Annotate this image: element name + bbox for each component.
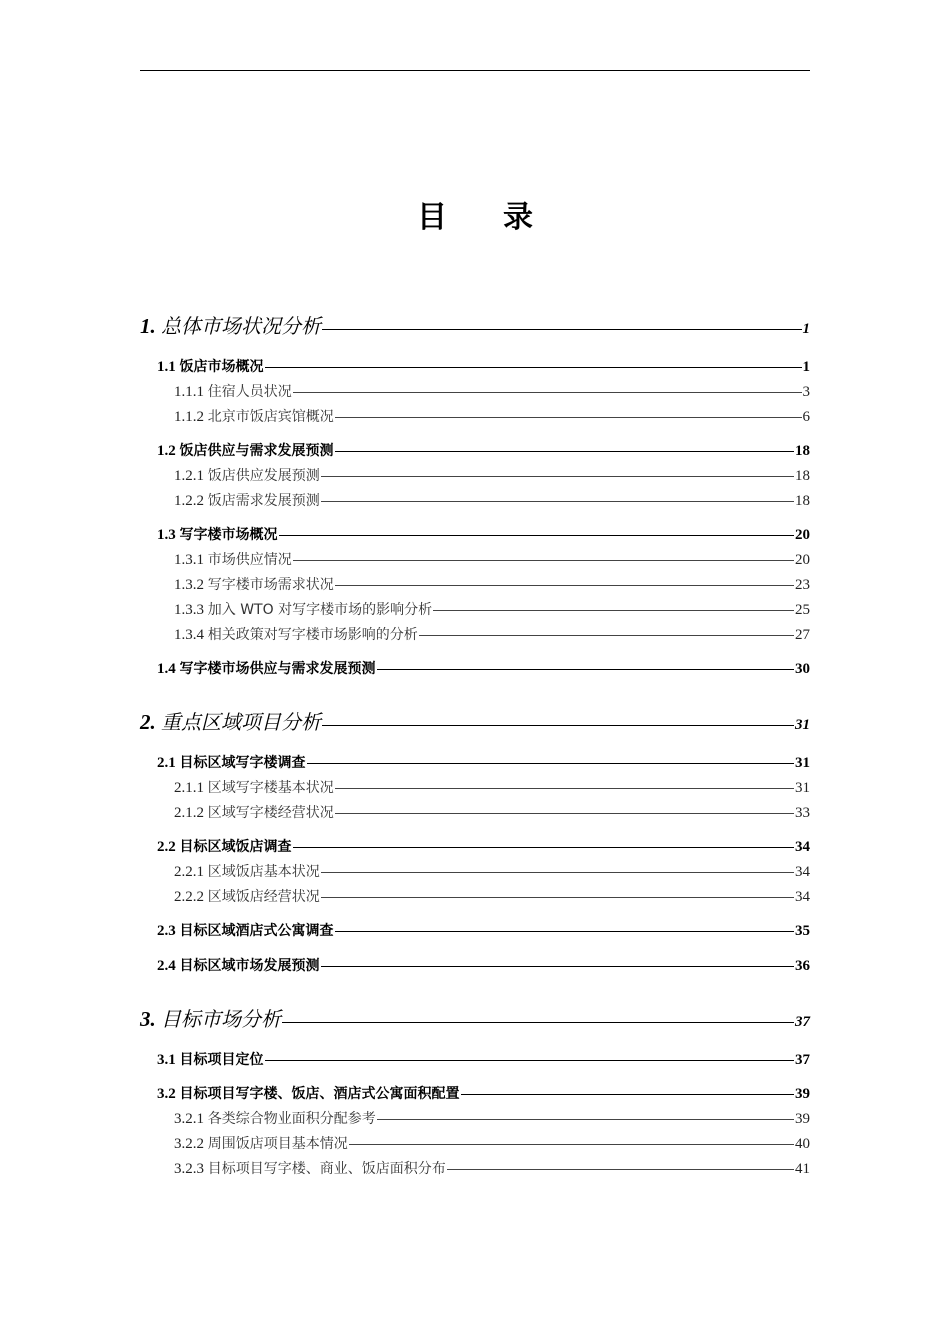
toc-page-number: 31 xyxy=(795,717,810,733)
toc-page-number: 20 xyxy=(795,527,810,543)
toc-entry-number: 1.4 xyxy=(157,661,176,677)
toc-entry-label xyxy=(174,490,320,510)
toc-entry-level3[interactable] xyxy=(174,574,810,596)
toc-entry-text: 区域写字楼基本状况 xyxy=(207,780,334,796)
toc-entry-number: 2.3 xyxy=(157,923,176,939)
toc-leader-line xyxy=(335,585,794,586)
toc-entry-number: 2.2.1 xyxy=(174,864,204,880)
toc-page-number: 31 xyxy=(795,755,810,771)
toc-leader-line xyxy=(265,1060,795,1061)
toc-entry-text: 重点区域项目分析 xyxy=(161,710,321,734)
toc-entry-label xyxy=(174,599,432,619)
toc-entry-label xyxy=(157,658,376,678)
toc-entry-label xyxy=(140,706,321,735)
toc-entry-level2[interactable] xyxy=(157,752,810,774)
toc-entry-label xyxy=(174,549,292,569)
toc-leader-line xyxy=(279,535,795,536)
toc-title-char-1: 目 xyxy=(417,200,447,235)
toc-entry-text: 目标区域饭店调查 xyxy=(179,839,292,855)
toc-entry-label xyxy=(157,1049,264,1069)
toc-entry-text: 住宿人员状况 xyxy=(207,384,292,400)
toc-entry-number: 2.1.2 xyxy=(174,805,204,821)
toc-entry-level3[interactable] xyxy=(174,1108,810,1130)
toc-entry-text: 写字楼市场需求状况 xyxy=(207,577,334,593)
toc-entry-text: 目标项目定位 xyxy=(179,1052,264,1068)
toc-entry-level2[interactable] xyxy=(157,440,810,462)
toc-leader-line xyxy=(265,367,802,368)
toc-page-number: 1 xyxy=(802,359,810,375)
toc-entry-level3[interactable] xyxy=(174,886,810,908)
toc-entry-number: 2.4 xyxy=(157,958,176,974)
toc-entry-level3[interactable] xyxy=(174,549,810,571)
toc-entry-text: 市场供应情况 xyxy=(207,552,292,568)
toc-entry-level2[interactable] xyxy=(157,356,810,378)
toc-entry-text: 总体市场状况分析 xyxy=(161,314,321,338)
toc-entry-number: 1.2.2 xyxy=(174,493,204,509)
toc-entry-label xyxy=(174,624,418,644)
toc-entry-number: 3.2.1 xyxy=(174,1111,204,1127)
toc-page-number: 41 xyxy=(795,1161,810,1177)
toc-leader-line xyxy=(349,1144,794,1145)
toc-page-number: 30 xyxy=(795,661,810,677)
toc-leader-line xyxy=(321,476,794,477)
toc-page-number: 1 xyxy=(802,321,810,337)
toc-entry-level3[interactable] xyxy=(174,861,810,883)
toc-leader-line xyxy=(321,966,795,967)
toc-entry-level2[interactable] xyxy=(157,836,810,858)
toc-entry-text: 写字楼市场概况 xyxy=(179,527,278,543)
toc-entry-label xyxy=(157,524,278,544)
toc-entry-label xyxy=(174,381,292,401)
toc-entry-text: 写字楼市场供应与需求发展预测 xyxy=(179,661,376,677)
toc-entry-label xyxy=(174,406,334,426)
toc-entry-text: 加入 WTO 对写字楼市场的影响分析 xyxy=(207,602,433,618)
toc-entry-number: 3.2.2 xyxy=(174,1136,204,1152)
toc-entry-level3[interactable] xyxy=(174,381,810,403)
toc-leader-line xyxy=(447,1169,794,1170)
toc-entry-text: 饭店供应发展预测 xyxy=(207,468,320,484)
toc-leader-line xyxy=(322,725,794,726)
toc-entry-label xyxy=(157,752,306,772)
header-rule xyxy=(140,70,810,71)
toc-entry-text: 相关政策对写字楼市场影响的分析 xyxy=(207,627,418,643)
toc-entry-number: 1.2.1 xyxy=(174,468,204,484)
toc-entry-level3[interactable] xyxy=(174,406,810,428)
toc-entry-label xyxy=(157,920,334,940)
toc-entry-label xyxy=(157,836,292,856)
toc-entry-label xyxy=(174,886,320,906)
toc-entry-level3[interactable] xyxy=(174,1158,810,1180)
toc-entry-number: 1.3.2 xyxy=(174,577,204,593)
toc-entry-text: 周围饭店项目基本情况 xyxy=(207,1136,348,1152)
toc-entry-label xyxy=(174,777,334,797)
toc-entry-level3[interactable] xyxy=(174,802,810,824)
toc-entry-level2[interactable] xyxy=(157,955,810,977)
toc-page-number: 40 xyxy=(795,1136,810,1152)
toc-page-number: 18 xyxy=(795,493,810,509)
toc-entry-number: 3.2 xyxy=(157,1086,176,1102)
toc-page-number: 3 xyxy=(802,384,810,400)
toc-entry-number: 2.1.1 xyxy=(174,780,204,796)
toc-entry-level3[interactable] xyxy=(174,1133,810,1155)
toc-leader-line xyxy=(335,451,795,452)
toc-entry-level3[interactable] xyxy=(174,599,810,621)
toc-entry-label xyxy=(140,310,321,339)
toc-entry-text: 目标市场分析 xyxy=(161,1007,281,1031)
toc-entry-number: 1.2 xyxy=(157,443,176,459)
toc-entry-text: 目标区域市场发展预测 xyxy=(179,958,320,974)
toc-entry-text: 饭店需求发展预测 xyxy=(207,493,320,509)
toc-page-number: 34 xyxy=(795,864,810,880)
toc-page-number: 33 xyxy=(795,805,810,821)
toc-page-number: 37 xyxy=(795,1014,810,1030)
toc-page-number: 35 xyxy=(795,923,810,939)
toc-entry-text: 目标项目写字楼、商业、饭店面积分布 xyxy=(207,1161,446,1177)
toc-entry-level3[interactable] xyxy=(174,490,810,512)
toc-page-number: 27 xyxy=(795,627,810,643)
toc-leader-line xyxy=(307,763,795,764)
toc-leader-line xyxy=(335,931,795,932)
toc-page-number: 34 xyxy=(795,889,810,905)
toc-entry-number: 1.1.2 xyxy=(174,409,204,425)
toc-entry-label xyxy=(174,1133,348,1153)
toc-page-number: 31 xyxy=(795,780,810,796)
toc-entry-text: 饭店供应与需求发展预测 xyxy=(179,443,334,459)
toc-entry-number: 1.3 xyxy=(157,527,176,543)
toc-title xyxy=(0,192,950,236)
toc-entry-label xyxy=(140,1003,281,1032)
toc-entry-number: 3.1 xyxy=(157,1052,176,1068)
toc-page-number: 36 xyxy=(795,958,810,974)
toc-entry-number: 1.3.4 xyxy=(174,627,204,643)
toc-entry-label xyxy=(157,440,334,460)
toc-entry-level1[interactable] xyxy=(140,310,810,338)
toc-title-char-2: 录 xyxy=(503,200,533,235)
toc-leader-line xyxy=(433,610,794,611)
toc-entry-label xyxy=(157,1083,460,1103)
toc-page-number: 18 xyxy=(795,443,810,459)
toc-page-number: 25 xyxy=(795,602,810,618)
toc-leader-line xyxy=(321,872,794,873)
toc-page-number: 18 xyxy=(795,468,810,484)
toc-entry-level2[interactable] xyxy=(157,1083,810,1105)
toc-entry-number: 1.1 xyxy=(157,359,176,375)
toc-entry-label xyxy=(174,802,334,822)
toc-page-number: 20 xyxy=(795,552,810,568)
toc-leader-line xyxy=(293,392,802,393)
toc-entry-level2[interactable] xyxy=(157,658,810,680)
toc-entry-level3[interactable] xyxy=(174,777,810,799)
toc-entry-level3[interactable] xyxy=(174,624,810,646)
toc-entry-number: 1.3.1 xyxy=(174,552,204,568)
toc-leader-line xyxy=(321,501,794,502)
toc-entry-level1[interactable] xyxy=(140,1003,810,1031)
toc-entry-number: 3.2.3 xyxy=(174,1161,204,1177)
toc-entry-text: 目标区域写字楼调查 xyxy=(179,755,306,771)
toc-leader-line xyxy=(293,560,794,561)
toc-leader-line xyxy=(419,635,794,636)
toc-entry-number: 2.2 xyxy=(157,839,176,855)
toc-entry-text: 区域饭店基本状况 xyxy=(207,864,320,880)
toc-entry-label xyxy=(174,861,320,881)
toc-page-number: 37 xyxy=(795,1052,810,1068)
toc-entry-text: 饭店市场概况 xyxy=(179,359,264,375)
toc-entry-text: 目标项目写字楼、饭店、酒店式公寓面积配置 xyxy=(179,1086,460,1102)
toc-leader-line xyxy=(335,813,794,814)
toc-page-number: 6 xyxy=(802,409,810,425)
toc-entry-label xyxy=(157,955,320,975)
toc-entry-text: 区域写字楼经营状况 xyxy=(207,805,334,821)
toc-leader-line xyxy=(322,329,802,330)
toc-entry-level2[interactable] xyxy=(157,920,810,942)
toc-entry-text: 北京市饭店宾馆概况 xyxy=(207,409,334,425)
toc-entry-text: 各类综合物业面积分配参考 xyxy=(207,1111,376,1127)
toc-leader-line xyxy=(377,1119,794,1120)
toc-leader-line xyxy=(377,669,795,670)
toc-leader-line xyxy=(335,788,794,789)
toc-entry-level1[interactable] xyxy=(140,706,810,734)
toc-entry-number: 2.1 xyxy=(157,755,176,771)
toc-page-number: 39 xyxy=(795,1111,810,1127)
toc-entry-level2[interactable] xyxy=(157,524,810,546)
toc-entry-number: 2.2.2 xyxy=(174,889,204,905)
toc-entry-text: 区域饭店经营状况 xyxy=(207,889,320,905)
toc-page-number: 34 xyxy=(795,839,810,855)
toc-page-number: 39 xyxy=(795,1086,810,1102)
toc-leader-line xyxy=(461,1094,795,1095)
toc-entry-level2[interactable] xyxy=(157,1049,810,1071)
toc-leader-line xyxy=(293,847,795,848)
toc-entry-number: 3. xyxy=(140,1007,156,1031)
toc-entry-level3[interactable] xyxy=(174,465,810,487)
toc-entry-number: 1.1.1 xyxy=(174,384,204,400)
toc-leader-line xyxy=(321,897,794,898)
toc-entry-text: 目标区域酒店式公寓调查 xyxy=(179,923,334,939)
toc-entry-number: 2. xyxy=(140,710,156,734)
toc-entry-label xyxy=(174,1108,376,1128)
toc-entry-label xyxy=(174,465,320,485)
toc-entry-number: 1. xyxy=(140,314,156,338)
toc-page-number: 23 xyxy=(795,577,810,593)
toc-leader-line xyxy=(335,417,802,418)
toc-entry-label xyxy=(174,1158,446,1178)
toc-entry-label xyxy=(157,356,264,376)
toc-entry-label xyxy=(174,574,334,594)
toc-entry-number: 1.3.3 xyxy=(174,602,204,618)
toc-leader-line xyxy=(282,1022,794,1023)
